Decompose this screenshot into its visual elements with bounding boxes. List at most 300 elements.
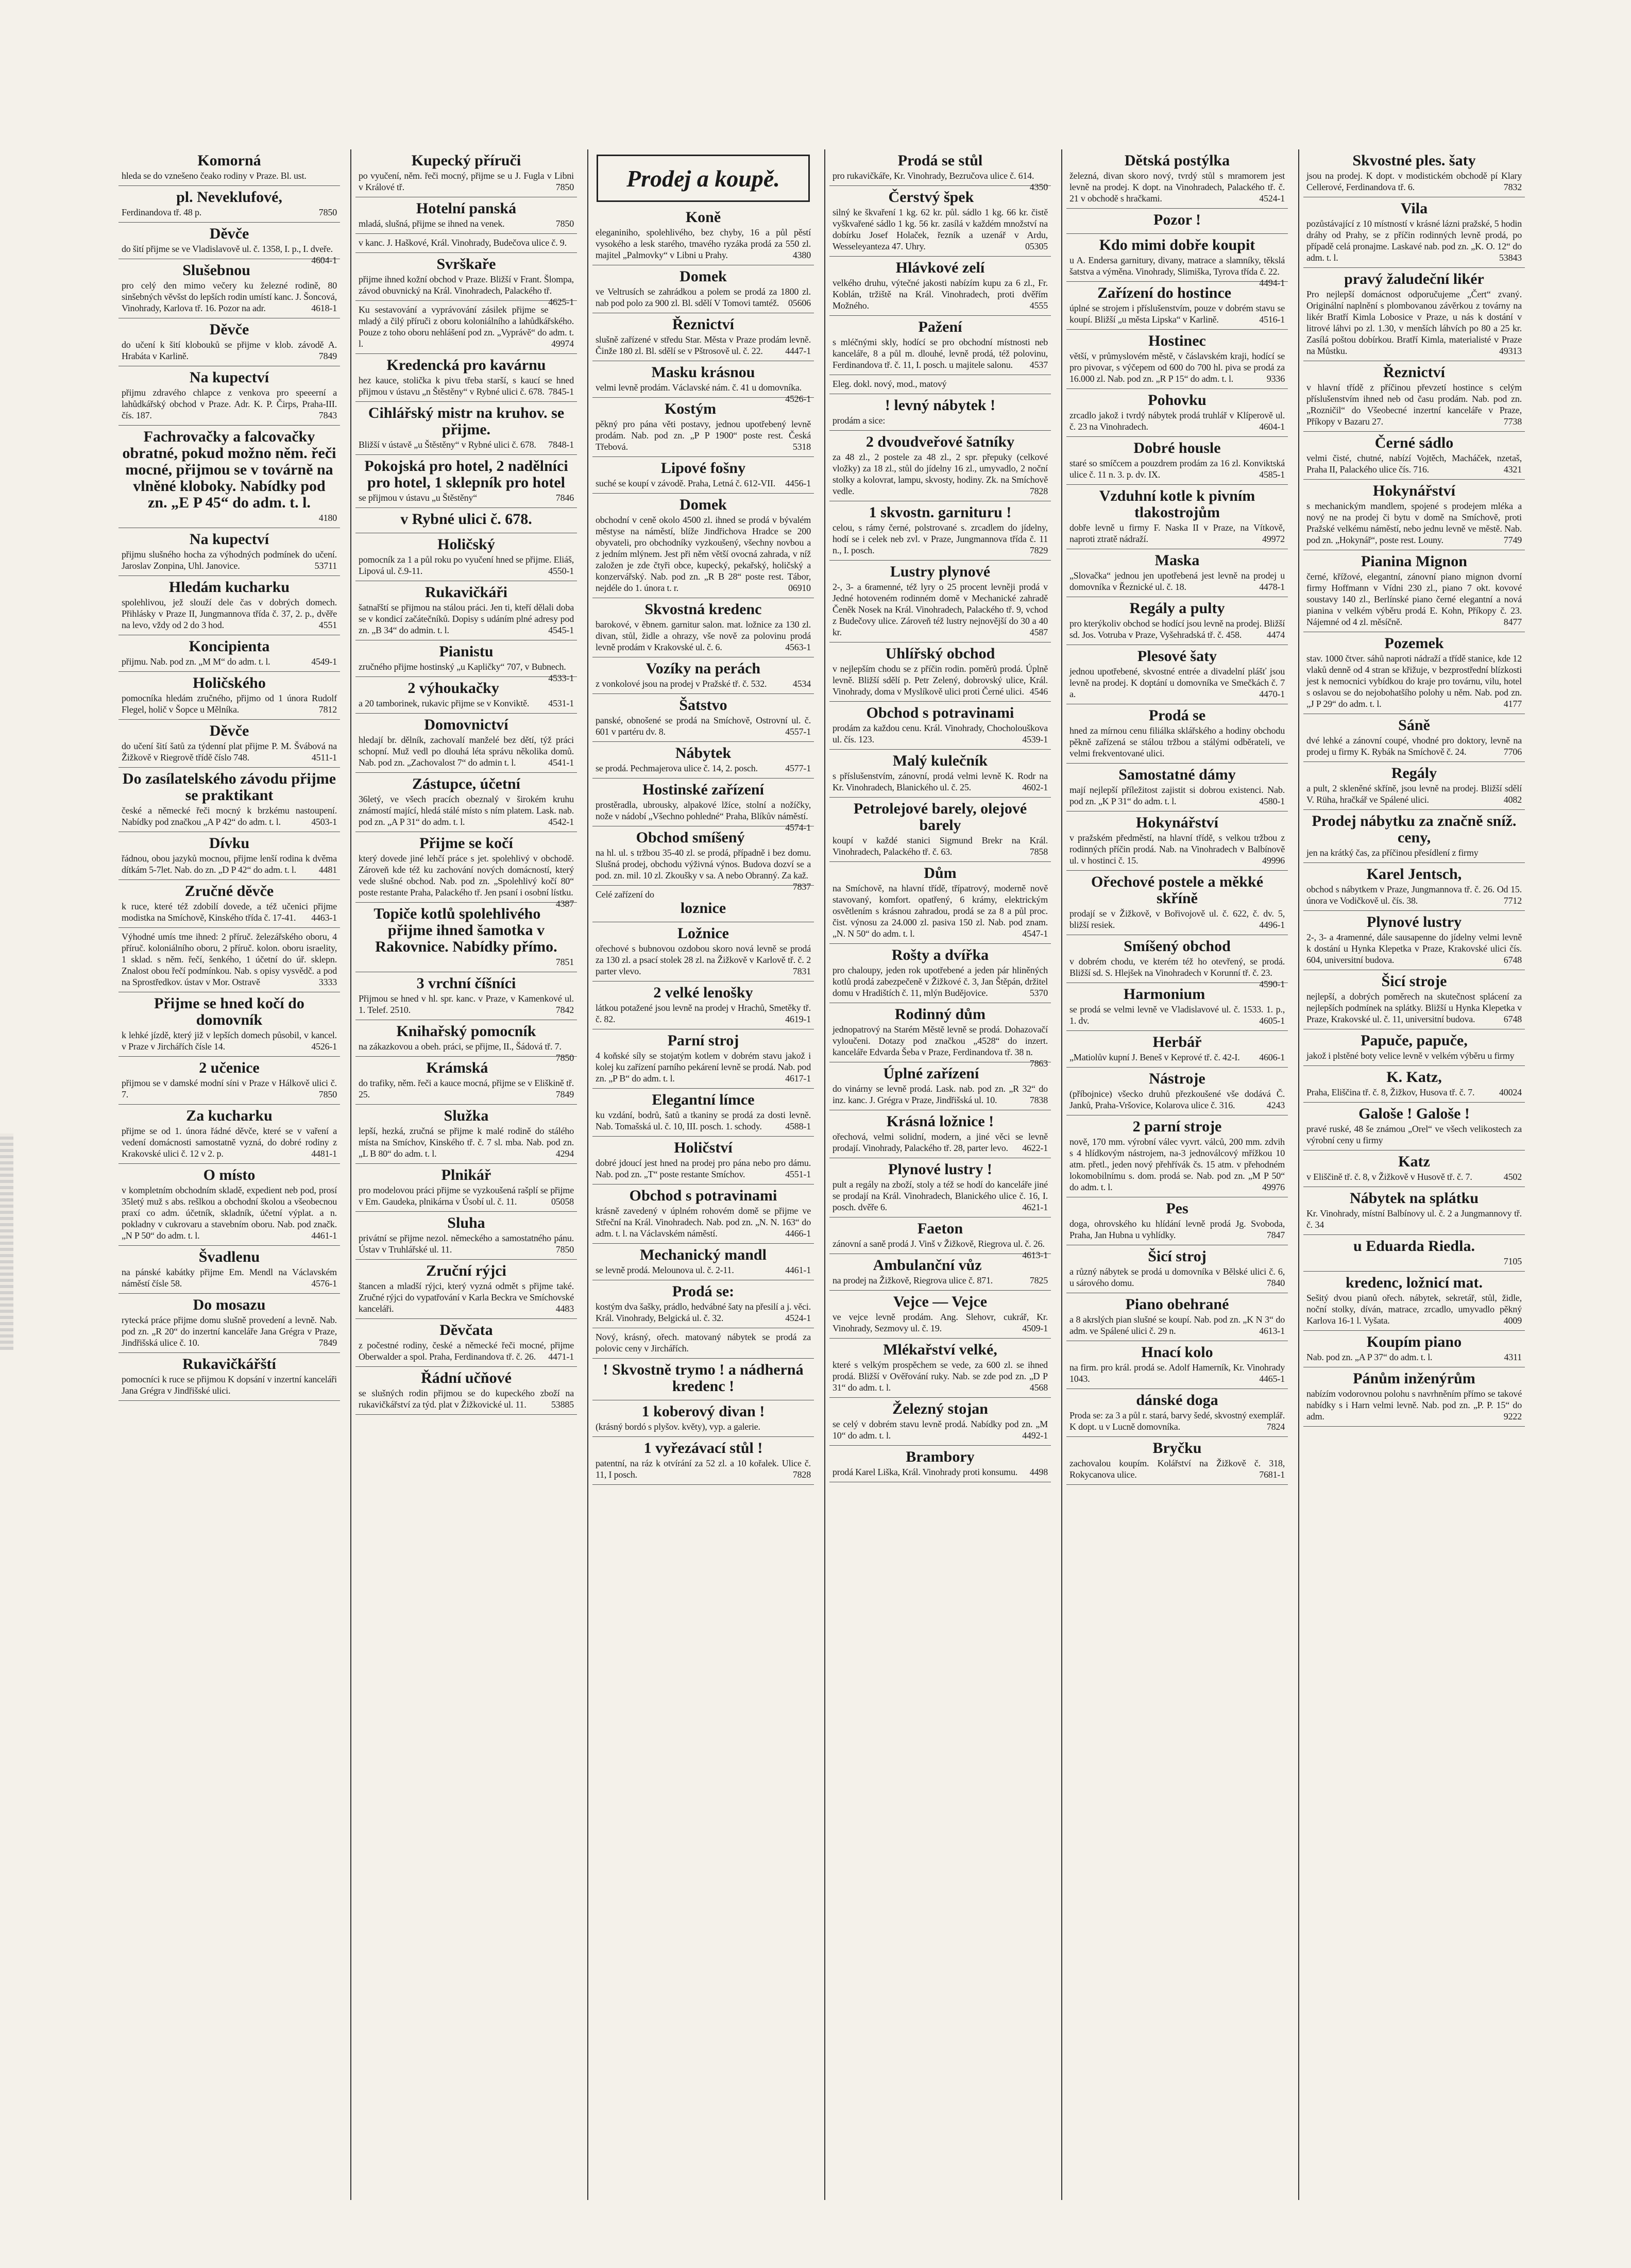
ad-heading: Regály	[1391, 765, 1437, 782]
classified-ad	[592, 1437, 814, 1485]
ad-number: 4546	[1029, 686, 1048, 697]
ad-body: do šití přijme se ve Vladislavově ul. č. 1358, I. p., I. dveře. 4604-1	[122, 244, 337, 265]
classified-ad	[592, 1400, 814, 1437]
ad-heading: Elegantní límce	[652, 1091, 755, 1108]
ad-heading: Katz	[1398, 1153, 1430, 1170]
classified-ad	[829, 1158, 1051, 1217]
ad-number: 7850	[318, 207, 337, 217]
ad-heading: pravý žaludeční likér	[1344, 270, 1484, 287]
classified-ad	[1303, 268, 1525, 361]
classified-ad	[592, 922, 814, 981]
classified-ad	[1303, 361, 1525, 432]
classified-ad	[829, 561, 1051, 642]
ad-number: 4605-1	[1259, 1015, 1285, 1026]
classified-ad	[1066, 764, 1288, 811]
classified-ad	[592, 598, 814, 657]
ad-body: (příbojnice) všecko druhů přezkoušené vše dodává Č. Janků, Praha-Vršovice, Kolarova ulice č. 316. 4243	[1069, 1089, 1285, 1110]
ad-body: které s velkým prospěchem se vede, za 600 zl. se ihned prodá. Bližší v Ověřování ruky. Nab. se zde pod zn. „D P 31“ do adm. t. l. 4568	[833, 1360, 1048, 1393]
ad-number: 4009	[1503, 1315, 1522, 1326]
classified-ad	[118, 720, 340, 768]
ad-body: slušně zařízené v středu Star. Města v Praze prodám levně. Činže 180 zl. Bl. sdělí se v Pštrosově ul. č. 22. 4447-1	[596, 334, 811, 356]
classified-ad	[1303, 1367, 1525, 1427]
ad-heading: Svrškaře	[436, 256, 496, 273]
ad-number: 4516-1	[1259, 314, 1285, 325]
ad-number: 4471-1	[548, 1351, 574, 1362]
ad-heading: Pianina Mignon	[1361, 553, 1467, 570]
ad-column-6	[1303, 149, 1525, 1427]
ad-number: 4588-1	[785, 1121, 811, 1131]
classified-ad	[592, 457, 814, 494]
ad-number: 7738	[1503, 416, 1522, 427]
ad-heading: Plnikář	[441, 1166, 491, 1183]
ad-body: přijmu slušného hocha za výhodných podmínek do učení. Jaroslav Zonpina, Uhl. Janovice. 53711	[122, 549, 337, 571]
classified-ad	[829, 1217, 1051, 1260]
ad-heading: Řeznictví	[1383, 364, 1445, 381]
ad-body: rytecká práce přijme domu slušně provedení a levně. Nab. pod zn. „R 20“ do inzertní kanceláře Jana Grégra v Praze, Jindřišská ulice č. 10. 7849	[122, 1315, 337, 1348]
ad-body: pro kterýkoliv obchod se hodící jsou levně na prodej. Bližší sd. Jos. Votruba v Praze, Vyšehradská tř. č. 458. 4474	[1069, 618, 1285, 640]
ad-heading: Mechanický mandl	[640, 1246, 767, 1263]
ad-number: 7828	[1029, 486, 1048, 496]
ad-number: 4503-1	[311, 817, 337, 827]
ad-heading: kredenc, ložnicí mat.	[1345, 1274, 1483, 1291]
ad-column-5	[1066, 149, 1288, 1485]
ad-heading: Ambulanční vůz	[873, 1257, 982, 1274]
ad-body: barokové, v ěbnem. garnitur salon. mat. ložnice za 130 zl. divan, stůl, židle a ohrazy, vše nově za polovinu prodá levně prodám v Krakovské ul. č. 6. 4563-1	[596, 619, 811, 652]
classified-ad	[1066, 437, 1288, 485]
ad-body: mladá, slušná, přijme se ihned na venek. 7850	[359, 218, 574, 229]
ad-heading: Dům	[924, 865, 957, 882]
ad-number: 4539-1	[1022, 734, 1048, 744]
ad-heading: dánské doga	[1136, 1392, 1218, 1409]
ad-heading: Plynové lustry !	[888, 1161, 992, 1178]
classified-ad	[1066, 209, 1288, 234]
ad-number: 4294	[555, 1148, 574, 1159]
classified-ad	[592, 1029, 814, 1089]
classified-ad	[592, 778, 814, 833]
ad-body: k ruce, které též zdobilí dovede, a též učenici přijme modistka na Smíchově, Kinského třída č. 17-41. 4463-1	[122, 901, 337, 923]
ad-number: 4470-1	[1259, 689, 1285, 699]
ad-number: 9336	[1266, 374, 1285, 384]
ad-body: nejlepší, a dobrých poměrech na skutečnost splácení za nejlepších podmínek na splátky. Bližší u Hynka Klepetka v Praze, Krakovské ul. č. 11, universitní budova. 6748	[1306, 991, 1522, 1024]
classified-ad	[592, 361, 814, 404]
ad-number: 4502	[1503, 1172, 1522, 1182]
classified-ad	[118, 1353, 340, 1401]
classified-ad	[1066, 1068, 1288, 1115]
ad-number: 7712	[1503, 895, 1522, 906]
classified-ad	[829, 1291, 1051, 1339]
ad-body: staré so smíčcem a pouzdrem prodám za 16 zl. Konviktská ulice č. 11 n. 3. p. dv. IX. 4585-1	[1069, 458, 1285, 480]
ad-number: 4463-1	[311, 912, 337, 923]
ad-heading: Šicí stroj	[1148, 1248, 1207, 1265]
ad-heading: Přijme se hned kočí do domovník	[154, 995, 304, 1028]
ad-number: 4606-1	[1259, 1052, 1285, 1062]
classified-ad	[355, 1164, 577, 1212]
classified-ad	[355, 972, 577, 1020]
ad-heading: 3 vrchní číšníci	[416, 975, 516, 992]
ad-heading: Brambory	[906, 1448, 975, 1465]
ad-body: přijme se od 1. února řádné děvče, které se v vaření a vedení domácnosti samostatně vyzná, do dobré rodiny z Krakovské ulici č. 12 v 2. p. 4481-1	[122, 1126, 337, 1159]
column-rule	[350, 149, 351, 2200]
classified-ad	[118, 880, 340, 928]
ad-heading: Zručné děvče	[184, 883, 274, 900]
ad-number: 4465-1	[1259, 1374, 1285, 1384]
ad-heading: Úplné zařízení	[883, 1065, 979, 1082]
ad-body: v nejlepším chodu se z příčin rodin. poměrů prodá. Úplně levně. Bližší sdělí p. Petr Zelený, dobrovský ulice, Král. Vinohrady, doma v Myslíkově ulici proti Černé ulici. 4546	[833, 664, 1048, 697]
ad-body: prodám a sice:	[833, 415, 886, 426]
ad-number: 4580-1	[1259, 796, 1285, 806]
ad-number: 9222	[1503, 1411, 1522, 1421]
ad-heading: Holičství	[674, 1139, 733, 1156]
classified-ad	[118, 1294, 340, 1353]
ad-heading: Na kupectví	[189, 369, 269, 386]
classified-ad	[355, 677, 577, 714]
ad-body: hledají br. dělník, zachovalí manželé bez dětí, týž práci schopní. Muž vedl po dlouhá léta správu několika domů. Nab. pod zn. „Zachovalost 7“ do admin t. l. 4541-1	[359, 735, 574, 768]
ad-heading: Holičského	[193, 674, 266, 691]
ad-body: kostým dva šašky, prádlo, hedvábné šaty na přesilí a j. věci. Král. Vinohrady, Belgická ul. č. 32. 4524-1	[596, 1301, 811, 1323]
ad-body: „Slovačka“ jednou jen upotřebená jest levně na prodej u domovníka v Řeznické ul. č. 18. 4478-1	[1069, 570, 1285, 592]
ad-body: velkého druhu, výtečné jakosti nabízím kupu za 6 zl., Fr. Koblán, tržiště na Král. Vinohradech, proti dvěřím Možného. 4555	[833, 278, 1048, 311]
classified-ad	[355, 234, 577, 253]
classified-ad	[1303, 911, 1525, 970]
ad-heading: Kupecký příruči	[411, 152, 521, 169]
ad-heading: Pozemek	[1384, 635, 1444, 652]
ad-body: Celé zařízení do	[596, 889, 654, 900]
classified-ad	[118, 992, 340, 1057]
classified-ad	[1303, 1103, 1525, 1150]
ad-number: 4547-1	[1022, 928, 1048, 939]
ad-number: 4557-1	[785, 726, 811, 737]
classified-ad	[829, 431, 1051, 501]
ad-body: obchod s nábytkem v Praze, Jungmannova tř. č. 26. Od 15. února ve Vodičkově ul. čís. 38. 7712	[1306, 884, 1522, 906]
ad-heading: Vila	[1400, 200, 1428, 217]
column-rule	[1298, 149, 1299, 2200]
ad-body: ořechové s bubnovou ozdobou skoro nová levně se prodá za 130 zl. a psací stolek 28 zl. na Žižkově v Karlově tř. č. 2 parter vlevo. 7831	[596, 943, 811, 976]
ad-body: hez kauce, stolička k pivu třeba starší, s kaucí se hned přijmou v ústavu „n Štěstěny“ v Rybné ulici č. 678. 7845-1	[359, 375, 574, 397]
ad-number: 4466-1	[785, 1228, 811, 1239]
ad-heading: Holičský	[437, 536, 495, 553]
ad-body: zachovalou koupím. Kolářství na Žižkově č. 318, Rokycanova ulice. 7681-1	[1069, 1458, 1285, 1480]
classified-ad	[592, 1089, 814, 1137]
ad-number: 4533-1	[548, 673, 574, 683]
ad-body: v kompletním obchodním skladě, expedient neb pod, prosí 35letý muž s abs. rešlkou a obchodní školou a všeobecnou praxí co adm. účetník, skladník, účetní výplat. a n. pokladny v cukrovaru a stavebním oboru. Nab. pod značk. „N P 50“ do adm. t. l. 4461-1	[122, 1185, 337, 1241]
ad-heading: Řeznictví	[672, 316, 734, 333]
ad-body: s příslušenstvím, zánovní, prodá velmi levně K. Rodr na Kr. Vinohradech, Blanického ul. č. 25. 4602-1	[833, 771, 1048, 792]
classified-ad	[1303, 1029, 1525, 1066]
ad-heading: Prodá se	[1148, 707, 1206, 724]
ad-body: se slušných rodin přijmou se do kupeckého zboží na rukavičkářství za týd. plat v Žižkovické ul. 11. 53885	[359, 1388, 574, 1410]
ad-heading: Vejce — Vejce	[893, 1293, 988, 1310]
ad-body: přijmu zdravého chlapce z venkova pro speeerní a lahůdkářský obchod v Praze. Adr. K. P. Čirps, Praha-III. čís. 187. 7843	[122, 387, 337, 420]
classified-ad	[592, 265, 814, 313]
classified-ad	[1303, 432, 1525, 480]
ad-body: po vyučení, něm. řeči mocný, přijme se u J. Fugla v Libni v Králové tř. 7850	[359, 171, 574, 192]
classified-ad	[829, 149, 1051, 192]
ad-number: 4526-1	[785, 394, 811, 404]
ad-heading: u Eduarda Riedla.	[1353, 1238, 1475, 1255]
ad-body: za 48 zl., 2 postele za 48 zl., 2 spr. přepuky (celkové vložky) za 18 zl., stůl do jídelny 16 zl., umyvadlo, 2 noční stolky a kolovrat, lampu, skvosty, hodiny. Zk. na Smíchově vedle. 7828	[833, 452, 1048, 496]
ad-body: zručného přijme hostinský „u Kapličky“ 707, v Bubnech. 4533-1	[359, 662, 574, 683]
classified-ad	[1066, 1437, 1288, 1485]
ad-number: 06910	[788, 583, 811, 593]
ad-body: v Eliščině tř. č. 8, v Žižkově v Husově tř. č. 7. 4502	[1306, 1172, 1522, 1182]
classified-ad	[355, 714, 577, 773]
ad-heading: Přijme se kočí	[419, 835, 513, 852]
ad-body: velmi levně prodám. Václavské nám. č. 41 u domovníka. 4526-1	[596, 382, 811, 404]
ad-heading: Uhlířský obchod	[885, 645, 995, 662]
classified-ad	[355, 773, 577, 832]
ad-number: 4541-1	[548, 757, 574, 768]
ad-heading: Galoše ! Galoše !	[1358, 1105, 1470, 1122]
ad-heading: Faeton	[917, 1220, 963, 1237]
ad-body: z vonkolové jsou na prodej v Pražské tř. č. 532. 4534	[596, 679, 811, 689]
ad-body: Výhodné umís tme ihned: 2 příruč. železářského oboru, 4 příruč. koloniálního oboru, 2 příruč. kolon. oboru israelity, 1 sklad. s něm. řečí, šenkého, 1 účetní do úř. sklepn. Znalost obou řečí podmínkou. Nab. s opisy vysvědč. a pod na Sprostředkov. ústav v Mor. Ostravě 3333	[122, 932, 337, 987]
ad-heading: Služka	[444, 1107, 489, 1124]
ad-number: 7849	[318, 1338, 337, 1348]
ad-heading: Zástupce, účetní	[412, 775, 520, 792]
ad-number: 7846	[555, 493, 574, 503]
ad-number: 4492-1	[1022, 1430, 1048, 1441]
ad-body: pomocníka hledám zručného, přijmo od 1 února Rudolf Flegel, holič v Šopce u Mělníka. 7812	[122, 693, 337, 715]
ad-body: „Matiolův kupní J. Beneš v Keprové tř. č. 42-I. 4606-1	[1069, 1052, 1285, 1062]
ad-heading: Mlékařství velké,	[883, 1341, 997, 1358]
classified-ad	[355, 455, 577, 508]
ad-heading: Pes	[1166, 1200, 1188, 1217]
classified-ad	[355, 149, 577, 197]
classified-ad	[592, 826, 814, 892]
classified-ads-page	[118, 149, 1540, 2200]
ad-number: 4461-1	[785, 1265, 811, 1275]
classified-ad	[118, 149, 340, 186]
classified-ad	[355, 533, 577, 581]
ad-heading: Prodej nábytku za značně sníž. ceny,	[1312, 813, 1517, 846]
classified-ad	[829, 394, 1051, 431]
ad-body: se prodá. Pechmajerova ulice č. 14, 2. posch. 4577-1	[596, 763, 811, 773]
ad-heading: Železný stojan	[892, 1400, 988, 1417]
classified-ad	[1066, 645, 1288, 704]
ad-number: 7749	[1503, 535, 1522, 545]
classified-ad	[355, 1105, 577, 1164]
ad-heading: Krámská	[426, 1059, 488, 1076]
ad-number: 49313	[1499, 346, 1522, 356]
ad-body: a různý nábytek se prodá u domovníka v Bělské ulici č. 6, u sárového domu. 7840	[1069, 1266, 1285, 1288]
ad-heading: Pažení	[918, 318, 962, 335]
ad-number: 4622-1	[1022, 1143, 1048, 1153]
classified-ad	[355, 1057, 577, 1105]
ad-body: pro modelovou práci přijme se vyzkoušená rašplí se přijme v Em. Gaudeka, plnikárna v Úsobí ul. č. 11. 05058	[359, 1185, 574, 1207]
ad-heading: Koncipienta	[189, 638, 270, 655]
ad-heading: Koupím piano	[1366, 1333, 1462, 1350]
ad-heading: 2 učenice	[199, 1059, 260, 1076]
classified-ad	[1066, 1115, 1288, 1197]
ad-body: do učení šití šatů za týdenní plat přijme P. M. Švábová na Žižkově v Riegrově třídě číslo 748. 4511-1	[122, 741, 337, 763]
ad-body: do vinárny se levně prodá. Lask. nab. pod zn. „R 32“ do inz. kanc. J. Grégra v Praze, Jindřišská ul. 10. 7838	[833, 1084, 1048, 1105]
ad-number: 7863	[1029, 1058, 1048, 1069]
classified-ad	[1066, 983, 1288, 1031]
ad-body: panské, obnošené se prodá na Smíchově, Ostrovní ul. č. 601 v partéru dv. 8. 4557-1	[596, 715, 811, 737]
ad-number: 4585-1	[1259, 469, 1285, 480]
ad-heading: Do mosazu	[193, 1296, 266, 1313]
classified-ad	[1066, 935, 1288, 989]
ad-number: 7825	[1029, 1275, 1048, 1285]
ad-body: Bližší v ústavě „u Štěstěny“ v Rybné ulici č. 678. 7848-1	[359, 439, 574, 450]
ad-body: k lehké jízdě, který již v lepších domech působil, v kancel. v Praze v Jirchářích čísle 14. 4526-1	[122, 1030, 337, 1052]
ad-number: 4311	[1504, 1352, 1522, 1362]
ad-body: (krásný bordó s plyšov. květy), vyp. a galerie.	[596, 1421, 760, 1432]
ad-body: ořechová, velmi solidní, modern, a jiné věci se levně prodají. Vinohrady, Palackého tř. 28, parter levo. 4622-1	[833, 1131, 1048, 1153]
ad-number: 4577-1	[785, 763, 811, 773]
classified-ad	[118, 672, 340, 720]
classified-ad	[1303, 1272, 1525, 1331]
classified-ad	[1303, 149, 1525, 197]
ad-body: ve Veltrusích se zahrádkou a polem se prodá za 1800 zl. nab pod polo za 900 zl. Bl. sdělí V Tomovi tamtéž. 05606	[596, 286, 811, 308]
ad-heading: Regály a pulty	[1129, 600, 1225, 617]
ad-heading: Herbář	[1152, 1034, 1202, 1051]
ad-body: jednopatrový na Starém Městě levně se prodá. Dohazovačí vyloučeni. Dotazy pod značkou „4528“ do inzert. kanceláře Edvarda Šeba v Praze, Ferdinandova tř. 38 n. 7863	[833, 1024, 1048, 1069]
classified-ad	[592, 1359, 814, 1400]
classified-ad	[118, 318, 340, 366]
ad-heading: Pozor !	[1153, 211, 1201, 228]
ad-number: 7824	[1266, 1421, 1285, 1432]
ad-heading: Plynové lustry	[1366, 913, 1462, 930]
classified-ad	[355, 1212, 577, 1260]
classified-ad	[829, 1062, 1051, 1110]
ad-number: 4621-1	[1022, 1202, 1048, 1212]
classified-ad	[1303, 197, 1525, 268]
classified-ad	[592, 981, 814, 1029]
ad-body: na Smíchově, na hlavní třídě, třípatrový, moderně nově stavovaný, komfort. opatřený, 6 krámy, elektrickým osvětlením s krásnou zahradou, prodá se za 8 a půl proc. čist. výnosu za 24.000 zl. pasiva 150 zl. Nab. pod znam. „N. N 50“ do adm. t. l. 4547-1	[833, 883, 1048, 939]
ad-heading: Plesové šaty	[1137, 648, 1217, 665]
ad-number: 7832	[1503, 182, 1522, 192]
ad-body: ku vzdání, bodrů, šatů a tkaniny se prodá za dosti levně. Nab. Tomašská ul. č. 10, III. posch. 1. schody. 4588-1	[596, 1110, 811, 1131]
ad-number: 4619-1	[785, 1014, 811, 1024]
classified-ad	[1066, 330, 1288, 389]
classified-ad	[355, 1319, 577, 1367]
ad-heading: Skvostné ples. šaty	[1352, 152, 1476, 169]
classified-ad	[355, 581, 577, 640]
ad-heading: Prodá se:	[672, 1283, 735, 1300]
classified-ad	[355, 197, 577, 234]
ad-heading: Řádní učňové	[421, 1369, 512, 1386]
ad-body: zrcadlo jakož i tvrdý nábytek prodá truhlář v Klíperově ul. č. 23 na Vinohradech. 4604-1	[1069, 410, 1285, 432]
ad-heading: Vozíky na perách	[645, 660, 761, 677]
ad-heading: Děvče	[209, 225, 249, 242]
ad-body: pomocník za 1 a půl roku po vyučení hned se přijme. Eliáš, Lipová ul. č.9-11. 4550-1	[359, 554, 574, 576]
ad-number: 7843	[318, 410, 337, 420]
ad-body: pro chaloupy, jeden rok upotřebené a jeden pár hliněných kotlů prodá zabezpečeně v Žižkové č. 3, Jan Štěpán, držitel domu v Hradištích č. 11, mlýn Budějovice. 5370	[833, 965, 1048, 998]
ad-heading: Nábytek	[675, 744, 732, 761]
ad-body: dvé lehké a zánovní coupé, vhodné pro doktory, levně na prodej u firmy K. Rybák na Smíchově č. 24. 7706	[1306, 735, 1522, 757]
ad-column-2	[355, 149, 577, 1415]
ad-heading: Domovnictví	[424, 716, 508, 733]
ad-heading: Hostinec	[1148, 332, 1206, 349]
ad-number: 4563-1	[785, 642, 811, 652]
ad-heading: Dětská postýlka	[1124, 152, 1230, 169]
ad-heading: Lipové fošny	[660, 460, 746, 477]
ad-heading: Děvčata	[439, 1322, 493, 1339]
classified-ad	[1303, 1331, 1525, 1367]
classified-ad	[829, 798, 1051, 862]
ad-body: doga, ohrovského ku hlídání levně prodá Jg. Svoboda, Praha, Jan Hubna u vyhlídky. 7847	[1069, 1218, 1285, 1240]
ad-body: který dovede jiné lehčí práce s jet. spolehlivý v obchodě. Zároveň kde též ku zachování nových domácností, který vede slušné obchod. Nab. pod zn. „Spolehlivý kočí 80“ poste restante Praha, Palackého tř. Jen psaní i osobní lístku. 4387	[359, 853, 574, 909]
ad-number: 4531-1	[548, 698, 574, 708]
classified-ad	[1066, 811, 1288, 871]
ad-heading: Pianistu	[439, 643, 494, 660]
classified-ad	[1066, 871, 1288, 935]
ad-number: 4496-1	[1259, 920, 1285, 930]
ad-number: 4447-1	[785, 346, 811, 356]
ad-body: na pánské kabátky přijme Em. Mendl na Václavském náměstí čísle 58. 4576-1	[122, 1267, 337, 1289]
ad-body: pro celý den mimo večery ku železné rodině, 80 sinšebných věvšst do lepších rodin umístí kanc. J. Šoncová, Vinohrady, Karlova tř. 16. Pozor na adr. 4618-1	[122, 280, 337, 313]
classified-ad	[592, 694, 814, 742]
ad-number: 7850	[555, 1053, 574, 1063]
ad-heading: Samostatné dámy	[1118, 766, 1236, 783]
ad-number: 7850	[555, 182, 574, 192]
ad-heading: Harmonium	[1123, 986, 1205, 1003]
ad-heading: Piano obehrané	[1125, 1296, 1229, 1313]
ad-number: 7850	[555, 1244, 574, 1255]
ad-number: 4613-1	[1259, 1326, 1285, 1336]
ad-heading: Papuče, papuče,	[1361, 1032, 1468, 1049]
ad-heading: Karel Jentsch,	[1366, 866, 1462, 883]
ad-number: 4380	[792, 250, 811, 260]
ad-heading: Domek	[679, 496, 727, 513]
ad-heading: 2 výhoukačky	[407, 680, 499, 697]
ad-number: 4545-1	[548, 625, 574, 635]
ad-body: patentní, na ráz k otvírání za 52 zl. a 10 kořalek. Ulice č. 11, I posch. 7828	[596, 1458, 811, 1480]
classified-ad	[829, 316, 1051, 375]
ad-body: mají nejlepší příležitost zajistit si dobrou existenci. Nab. pod zn. „K P 31“ do adm. t. l. 4580-1	[1069, 785, 1285, 806]
ad-heading: Dívku	[209, 835, 250, 852]
ad-body: pozůstávající z 10 místností v krásné lázni pražské, 5 hodin dráhy od Prahy, se z příčin rodinných levně prodá, po případě celá pronajme. Laskavé nab. pod zn. „K. O. 12“ do adm. t. l. 53843	[1306, 218, 1522, 263]
ad-heading: Rošty a dvířka	[891, 946, 989, 963]
ad-number: 05305	[1025, 241, 1048, 251]
ad-body: na zákazkovou a obeh. práci, se přijme, II., Šádová tř. 7. 7850	[359, 1041, 574, 1063]
ad-body: štancen a mladší rýjci, který vyzná odmět s přijme také. Zručné rýjci do vypatřování v Karla Beckra ve Smíchovské kanceláři. 4483	[359, 1281, 574, 1314]
ad-body: 4 koňské síly se stojatým kotlem v dobrém stavu jakož i kolej ku zařízení parního pekárení levně se prodá. Nab. pod zn. „P B“ do adm. t. l. 4617-1	[596, 1051, 811, 1084]
ad-heading: Děvče	[209, 722, 249, 739]
ad-number: 7849	[555, 1089, 574, 1099]
ad-body: koupí v každé stanici Sigmund Brekr na Král. Vinohradech, Palackého tř. č. 63. 7858	[833, 835, 1048, 857]
ad-heading: Smíšený obchod	[1124, 938, 1231, 955]
classified-ad	[355, 253, 577, 307]
ad-heading: Kdo mimi dobře koupit	[1099, 236, 1255, 253]
ad-heading: Cihlářský mistr na kruhov. se přijme.	[368, 404, 565, 438]
ad-body: v pražském předměstí, na hlavní třídě, s velkou tržbou z rodinných příčin prodá. Nab. na Vinohradech v Balbínově ul. v hostinci č. 15. 49996	[1069, 833, 1285, 866]
ad-body: a 8 akrslých pian slušné se koupí. Nab. pod zn. „K N 3“ do adm. ve Spálené ulici č. 29 n. 4613-1	[1069, 1314, 1285, 1336]
ad-body: eleganiniho, spolehlivého, bez chyby, 16 a půl pěstí vysokého a lesk starého, tmavého ryzáka prodá za 550 zl. majitel „Palmovky“ v Libni u Prahy. 4380	[596, 227, 811, 260]
ad-number: 49976	[1262, 1182, 1285, 1192]
ad-number: 4602-1	[1022, 782, 1048, 792]
classified-ad	[118, 223, 340, 265]
classified-ad	[355, 301, 577, 354]
classified-ad	[829, 702, 1051, 750]
ad-body: silný ke škvaření 1 kg. 62 kr. půl. sádlo 1 kg. 66 kr. čistě vyškvařené sádlo 1 kg. 56 kr. zasílá v každém množství na dobírku Josef Holaček, řezník a uzenář v Ardu, Wesseleyanteza 47. Uhry. 05305	[833, 207, 1048, 251]
ad-body: a pult, 2 skleněné skříně, jsou levně na prodej. Bližší sdělí V. Rüha, hračkář ve Spálené ulici. 4082	[1306, 783, 1522, 805]
classified-ad	[355, 1020, 577, 1063]
section-title: Prodej a koupě.	[597, 155, 810, 202]
ad-heading: Bryčku	[1152, 1440, 1202, 1457]
classified-ad	[592, 494, 814, 598]
ad-heading: Pohovku	[1148, 392, 1207, 409]
ad-body: krásně zavedený v úplném rohovém domě se přijme ve Střeční na Král. Vinohradech. Nab. pod zn. „N. N. 163“ do adm. t. l. na Václavském náměstí. 4466-1	[596, 1206, 811, 1239]
classified-ad	[118, 576, 340, 635]
ad-heading: ! Skvostně trymo ! a nádherná kredenc !	[603, 1361, 804, 1395]
ad-number: 53843	[1499, 252, 1522, 263]
classified-ad	[1066, 549, 1288, 597]
classified-ad	[355, 402, 577, 455]
ad-number: 4498	[1029, 1467, 1048, 1477]
ad-number: 4461-1	[311, 1230, 337, 1241]
